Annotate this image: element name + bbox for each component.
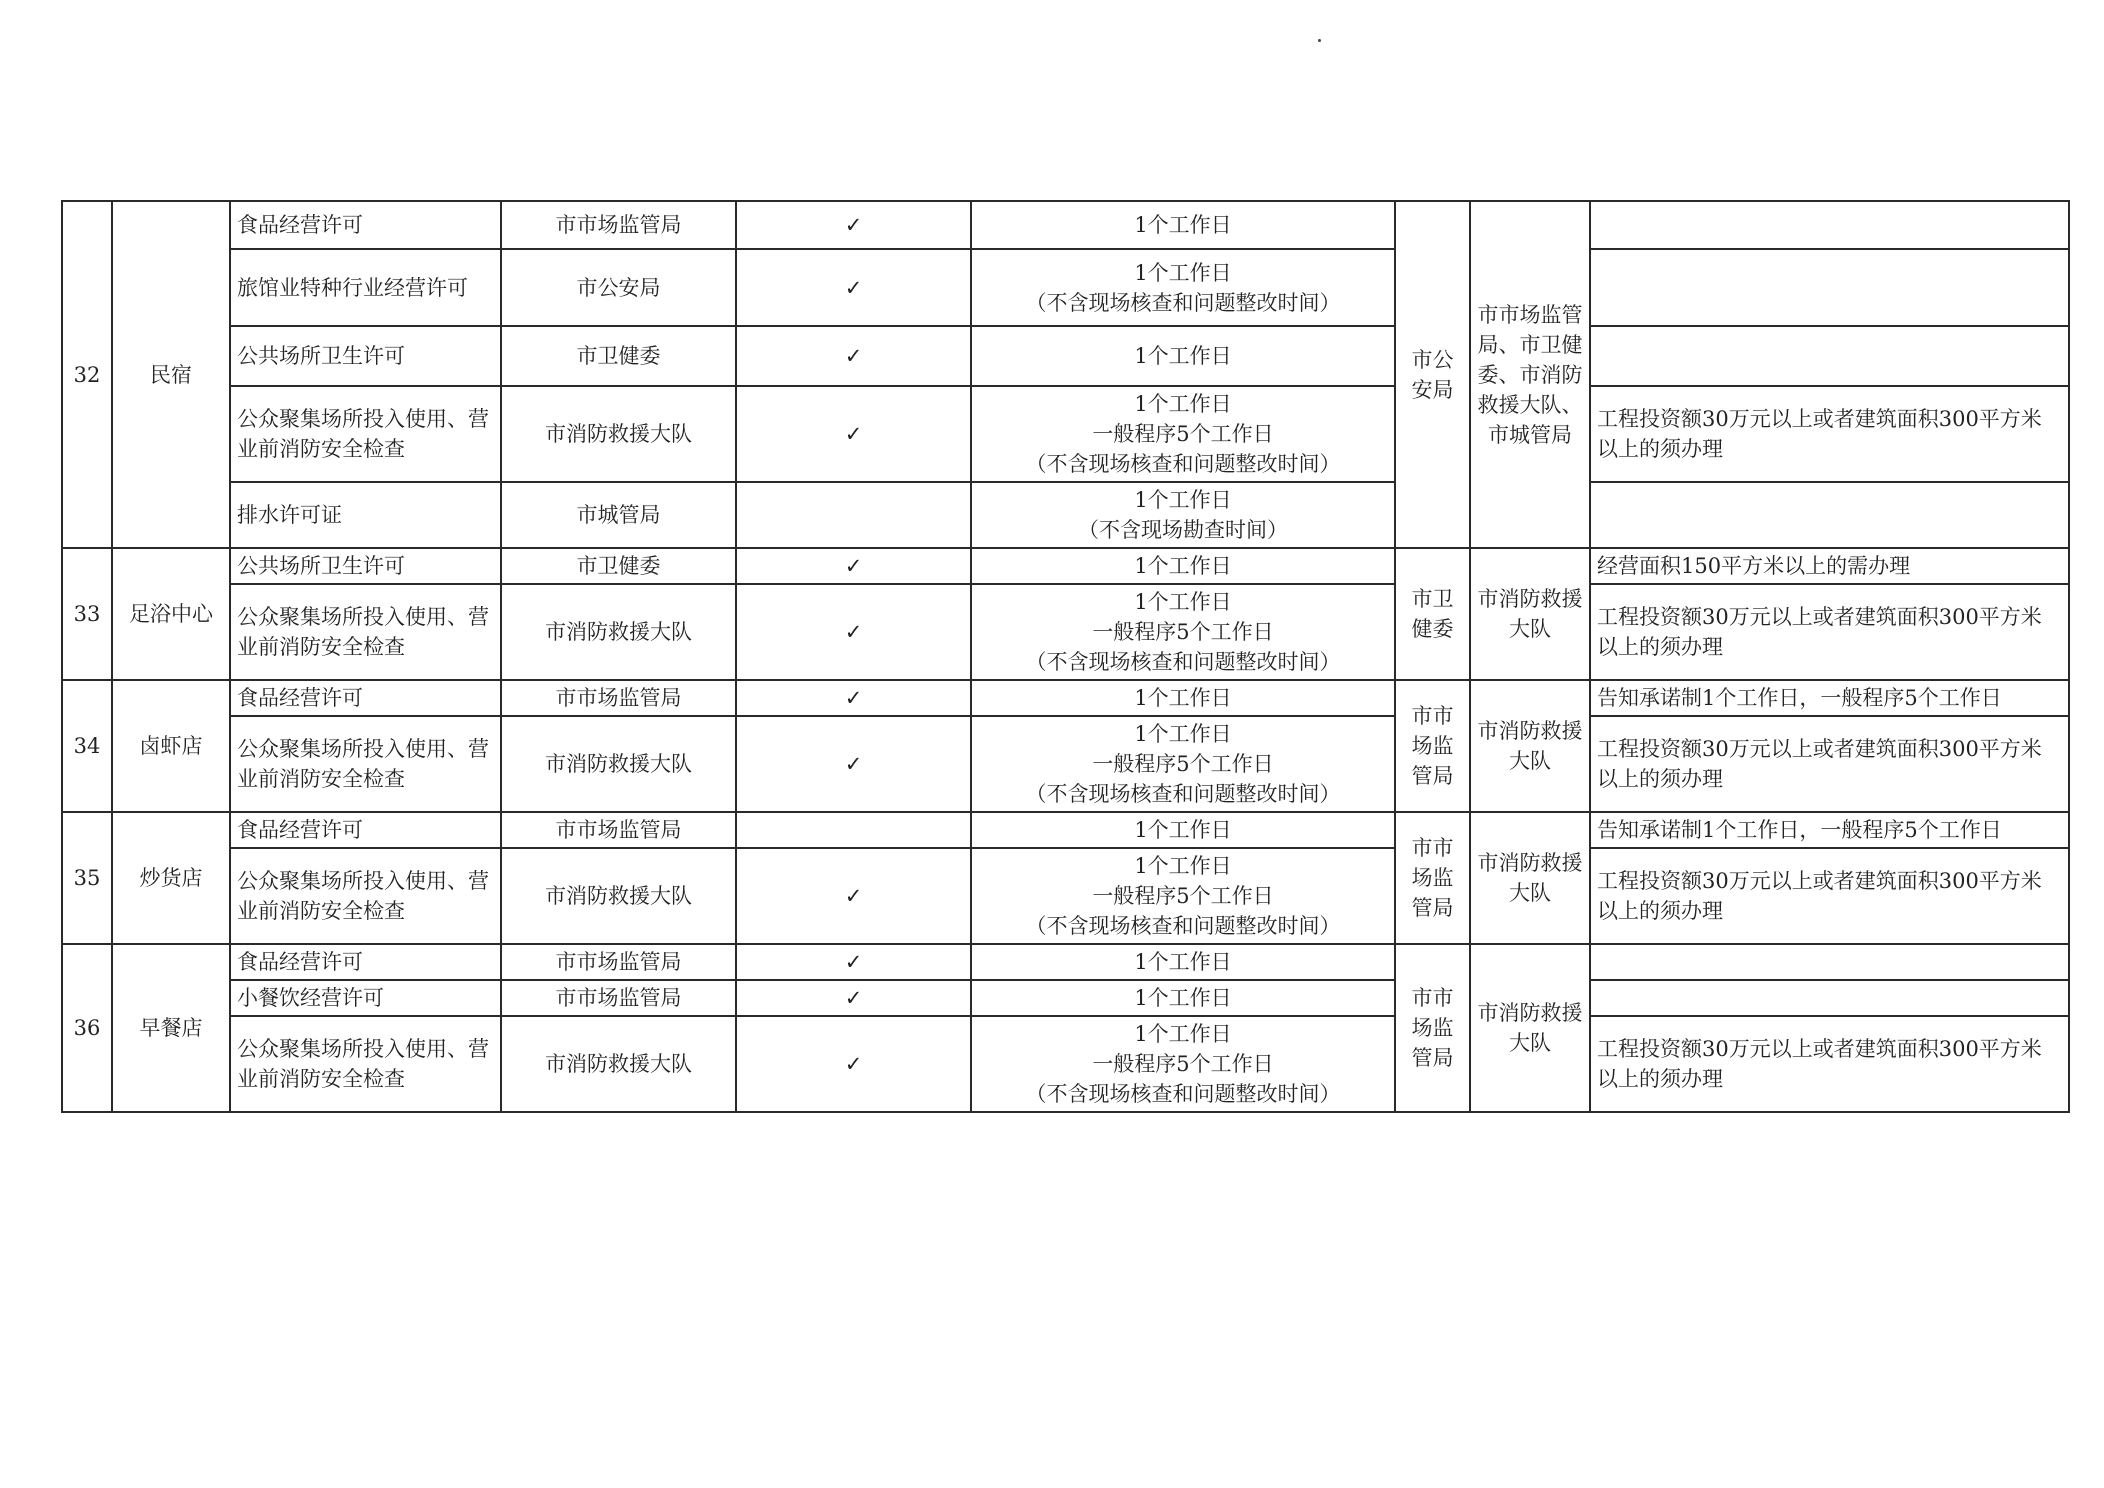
check-mark: ✓ [736, 848, 971, 944]
permit-name: 公众聚集场所投入使用、营业前消防安全检查 [230, 1016, 501, 1112]
issuing-department: 市消防救援大队 [501, 1016, 736, 1112]
permit-name: 排水许可证 [230, 482, 501, 548]
table-row [62, 848, 2069, 944]
check-mark: ✓ [736, 584, 971, 680]
table-body [62, 201, 2069, 1112]
check-mark: ✓ [736, 201, 971, 249]
check-mark: ✓ [736, 386, 971, 482]
issuing-department: 市市场监管局 [501, 201, 736, 249]
processing-time: 1个工作日 [971, 944, 1395, 980]
table-row [62, 980, 2069, 1016]
lead-department: 市卫健委 [1395, 548, 1470, 680]
table-row [62, 386, 2069, 482]
remarks [1590, 249, 2069, 326]
processing-time: 1个工作日 [971, 201, 1395, 249]
issuing-department: 市卫健委 [501, 548, 736, 584]
processing-time: 1个工作日 一般程序5个工作日 （不含现场核查和问题整改时间） [971, 1016, 1395, 1112]
processing-time: 1个工作日 [971, 980, 1395, 1016]
business-type: 足浴中心 [112, 548, 230, 680]
lead-department: 市市场监管局 [1395, 680, 1470, 812]
processing-time: 1个工作日 一般程序5个工作日 （不含现场核查和问题整改时间） [971, 716, 1395, 812]
table-row [62, 482, 2069, 548]
check-mark: ✓ [736, 980, 971, 1016]
permit-name: 公众聚集场所投入使用、营业前消防安全检查 [230, 848, 501, 944]
permit-name: 食品经营许可 [230, 812, 501, 848]
issuing-department: 市城管局 [501, 482, 736, 548]
permit-name: 公共场所卫生许可 [230, 326, 501, 386]
business-type: 卤虾店 [112, 680, 230, 812]
cooperating-departments: 市市场监管局、市卫健委、市消防救援大队、市城管局 [1470, 201, 1590, 548]
remarks [1590, 326, 2069, 386]
issuing-department: 市市场监管局 [501, 980, 736, 1016]
processing-time: 1个工作日 [971, 680, 1395, 716]
cooperating-departments: 市消防救援大队 [1470, 680, 1590, 812]
permit-name: 公众聚集场所投入使用、营业前消防安全检查 [230, 584, 501, 680]
remarks [1590, 980, 2069, 1016]
table-row [62, 812, 2069, 848]
processing-time: 1个工作日 （不含现场勘查时间） [971, 482, 1395, 548]
business-type: 民宿 [112, 201, 230, 548]
processing-time: 1个工作日 一般程序5个工作日 （不含现场核查和问题整改时间） [971, 386, 1395, 482]
table-row [62, 584, 2069, 680]
issuing-department: 市卫健委 [501, 326, 736, 386]
processing-time: 1个工作日 （不含现场核查和问题整改时间） [971, 249, 1395, 326]
remarks [1590, 482, 2069, 548]
processing-time: 1个工作日 [971, 812, 1395, 848]
permit-name: 食品经营许可 [230, 680, 501, 716]
group-number: 34 [62, 680, 112, 812]
issuing-department: 市市场监管局 [501, 680, 736, 716]
table-row [62, 680, 2069, 716]
check-mark: ✓ [736, 326, 971, 386]
lead-department: 市公安局 [1395, 201, 1470, 548]
permit-name: 公众聚集场所投入使用、营业前消防安全检查 [230, 716, 501, 812]
cooperating-departments: 市消防救援大队 [1470, 812, 1590, 944]
table-row [62, 326, 2069, 386]
permit-name: 公众聚集场所投入使用、营业前消防安全检查 [230, 386, 501, 482]
remarks: 工程投资额30万元以上或者建筑面积300平方米以上的须办理 [1590, 386, 2069, 482]
remarks [1590, 944, 2069, 980]
permit-name: 旅馆业特种行业经营许可 [230, 249, 501, 326]
business-type: 早餐店 [112, 944, 230, 1112]
table-row [62, 944, 2069, 980]
processing-time: 1个工作日 一般程序5个工作日 （不含现场核查和问题整改时间） [971, 584, 1395, 680]
table-row [62, 548, 2069, 584]
remarks [1590, 201, 2069, 249]
group-number: 33 [62, 548, 112, 680]
check-mark: ✓ [736, 680, 971, 716]
permit-name: 食品经营许可 [230, 944, 501, 980]
table-row [62, 716, 2069, 812]
issuing-department: 市市场监管局 [501, 944, 736, 980]
scan-speck [1318, 39, 1321, 42]
permit-name: 小餐饮经营许可 [230, 980, 501, 1016]
table-row [62, 1016, 2069, 1112]
issuing-department: 市消防救援大队 [501, 848, 736, 944]
remarks: 工程投资额30万元以上或者建筑面积300平方米以上的须办理 [1590, 716, 2069, 812]
processing-time: 1个工作日 [971, 326, 1395, 386]
table-row [62, 201, 2069, 249]
check-mark: ✓ [736, 249, 971, 326]
issuing-department: 市公安局 [501, 249, 736, 326]
permit-name: 公共场所卫生许可 [230, 548, 501, 584]
permit-table [61, 200, 2070, 1113]
processing-time: 1个工作日 [971, 548, 1395, 584]
remarks: 工程投资额30万元以上或者建筑面积300平方米以上的须办理 [1590, 584, 2069, 680]
cooperating-departments: 市消防救援大队 [1470, 944, 1590, 1112]
permit-name: 食品经营许可 [230, 201, 501, 249]
remarks: 告知承诺制1个工作日，一般程序5个工作日 [1590, 680, 2069, 716]
issuing-department: 市消防救援大队 [501, 386, 736, 482]
check-mark: ✓ [736, 548, 971, 584]
business-type: 炒货店 [112, 812, 230, 944]
issuing-department: 市消防救援大队 [501, 716, 736, 812]
remarks: 工程投资额30万元以上或者建筑面积300平方米以上的须办理 [1590, 848, 2069, 944]
remarks: 经营面积150平方米以上的需办理 [1590, 548, 2069, 584]
check-mark [736, 812, 971, 848]
check-mark: ✓ [736, 716, 971, 812]
issuing-department: 市消防救援大队 [501, 584, 736, 680]
group-number: 36 [62, 944, 112, 1112]
issuing-department: 市市场监管局 [501, 812, 736, 848]
cooperating-departments: 市消防救援大队 [1470, 548, 1590, 680]
lead-department: 市市场监管局 [1395, 944, 1470, 1112]
group-number: 35 [62, 812, 112, 944]
group-number: 32 [62, 201, 112, 548]
lead-department: 市市场监管局 [1395, 812, 1470, 944]
check-mark [736, 482, 971, 548]
remarks: 工程投资额30万元以上或者建筑面积300平方米以上的须办理 [1590, 1016, 2069, 1112]
remarks: 告知承诺制1个工作日，一般程序5个工作日 [1590, 812, 2069, 848]
check-mark: ✓ [736, 1016, 971, 1112]
table-row [62, 249, 2069, 326]
check-mark: ✓ [736, 944, 971, 980]
processing-time: 1个工作日 一般程序5个工作日 （不含现场核查和问题整改时间） [971, 848, 1395, 944]
